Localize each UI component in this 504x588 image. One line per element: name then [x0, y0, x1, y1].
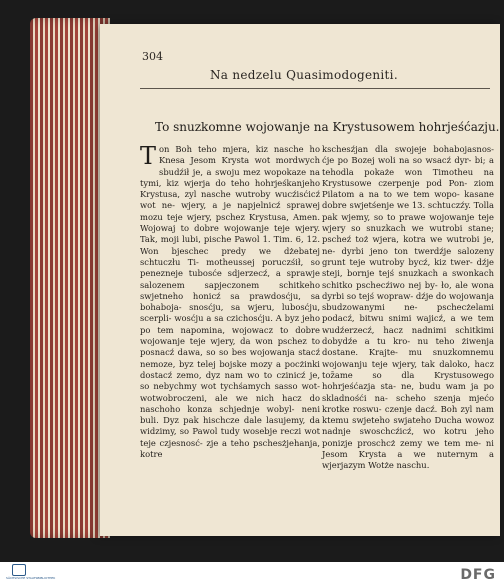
text-column-left [140, 144, 320, 460]
column-right-text: kschesźjan dla swojeje bohabojasnos- ćje po Bozej woli na so wsacź dyr- bi; a tehodla pokaże won Timotheu na Krystusowe czerpenje pod Pon- ziom Pilatom a na to we tem wopo- kasane dobre swjetśenje we 13. schtuczźy. Tolla pak wjemy, so to prawe wojowanje teje wjery so snuzkach we wutrobi stane; pscheź toż wjera, kotra we wutrobi je, ne- dyrbi jeno ton twerdźje salozeny grunt teje wutroby bycź, kiz twer- dźje steji, bornje tejś snuzkach a swonkach schitko pschecźiwo nej by- ło, ale wona dyrbi so tejś wopraw- dźje do wojowanja sbudzowanymi ne- pschecżelami podacź, bitwu snimi wajicź, a we tem wudźerzecź, hacz nadnimi schitkimi dobydźe a tu kro- nu teho żiwenja dostane. Krajte- mu snuzkomnemu wojowanju teje wjery, tak daloko, hacz toz̄ame so dla Krystusowego hohrjeśćazja sta- ne, budu wam ja po skladnośći na- scheho szenja mjećo krotke roswu- czenje dacź. Boh zyl nam ktemu swjeteho swjateho Ducha wowoz nadnje swoschcźicź, wo kotru jeho ponizje proschcż zemy we tem me- ni Jesom Krysta a we nuternym a wjerjazym Wotże naschu. [322, 144, 494, 471]
drop-initial: T [140, 142, 157, 170]
book-page-edges [30, 18, 110, 538]
running-head: Na nedzelu Quasimodogeniti. [210, 68, 398, 82]
book-page [100, 24, 500, 536]
column-left-text: on Boh teho mjera, kiz nasche ho Knesa Jesom Krysta wot mordwych sbudźił je, a swoju mez wopokaze na tymi, kiz wjerja do teho hohrjeśkanjeho Krystusa, zyl nasche wutroby wucźisćicź wot ne- wjery, a je napjelnicź sprawej mozu teje wjery, pschez Krystusa, Amen. Wojowaj to dobre wojowanje teje wjery. Tak, moji lubi, pische Pawol 1. Tim. 6, 12. Won bjeschec predy we dżebatej schtuczłu Ti- motheussej poruczśił, so penezneje tubosće sdjerzecź, a sprawje salozenem sapjeczonem schitkeho swjetneho honicź sa prawdosćju, sa bohaboja- snosćju, sa wjeru, lubosćju, scerpli- wosćju a sa czichosćju. A byz jeho po tem napomina, wojowacz to dobre wojowanje teje wjery, da won pschez to posnacź dawa, so so bes wojowanja stacź nemoze, byz telej bojske mozy a pocżinki dostacź zemo, dyz nam wo to czinicź je, so nebychmy wot tychśamych sasso wot- wotwobroczeni, ale we nich hacz do naschoho konza schjednje wobyl- neni buli. Dyz pak hischcze dale lasujemy, da widzimy, so Pawol tudy wosebje reczi wot teje czjesnosć- zje a teho pschesżjehanja, kotre [140, 144, 320, 460]
section-title: To snuzkomne wojowanje na Krystusowem hohrjeśćazju. [155, 120, 500, 134]
viewer-footer [0, 562, 504, 588]
library-logo [6, 564, 56, 586]
library-logo-text: SÄCHSISCHE STAATSBIBLIOTHEK [6, 576, 56, 580]
header-rule [140, 88, 490, 89]
paragraph-left [140, 144, 320, 460]
library-logo-icon [12, 564, 26, 576]
page-number: 304 [142, 50, 163, 63]
dfg-logo: DFG [460, 567, 496, 583]
text-column-right [322, 144, 494, 472]
